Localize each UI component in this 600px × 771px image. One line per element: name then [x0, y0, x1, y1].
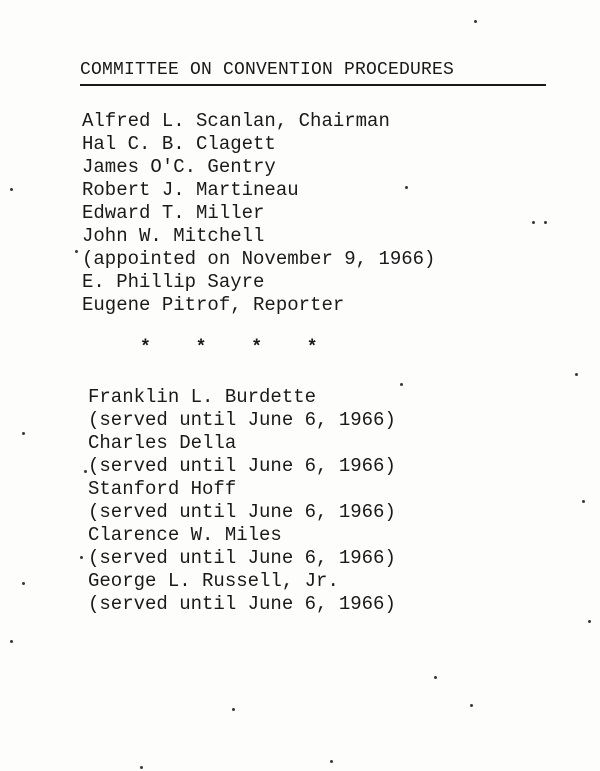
former-member-line: Franklin L. Burdette — [88, 386, 317, 408]
scan-speck — [75, 250, 78, 253]
scan-speck — [400, 383, 403, 386]
scan-speck — [10, 188, 13, 191]
former-member-line: Stanford Hoff — [88, 478, 237, 500]
scan-speck — [470, 704, 473, 707]
scan-speck — [232, 708, 235, 711]
member-line: Edward T. Miller — [82, 202, 265, 224]
member-line: Alfred L. Scanlan, Chairman — [82, 110, 390, 132]
scan-speck — [330, 760, 333, 763]
committee-title: COMMITTEE ON CONVENTION PROCEDURES — [80, 60, 455, 80]
scan-speck — [405, 186, 408, 189]
member-note: (appointed on November 9, 1966) — [82, 248, 436, 270]
member-line: James O'C. Gentry — [82, 156, 276, 178]
member-line: Robert J. Martineau — [82, 179, 299, 201]
scan-speck — [140, 766, 143, 769]
scan-speck — [544, 221, 547, 224]
scan-speck — [434, 676, 437, 679]
scan-speck — [10, 640, 13, 643]
scan-speck — [80, 556, 83, 559]
scan-speck — [575, 373, 578, 376]
member-line: E. Phillip Sayre — [82, 271, 265, 293]
title-underline — [80, 84, 546, 86]
former-member-note: (served until June 6, 1966) — [88, 501, 396, 523]
member-line: John W. Mitchell — [82, 225, 265, 247]
scan-speck — [22, 432, 25, 435]
former-member-line: Charles Della — [88, 432, 237, 454]
scan-speck — [588, 620, 591, 623]
members-list — [82, 110, 435, 317]
former-member-note: (served until June 6, 1966) — [88, 593, 396, 615]
scan-speck — [582, 500, 585, 503]
former-member-note: (served until June 6, 1966) — [88, 409, 396, 431]
former-member-note: (served until June 6, 1966) — [88, 547, 396, 569]
scan-speck — [532, 221, 535, 224]
scan-speck — [22, 582, 25, 585]
member-line: Hal C. B. Clagett — [82, 133, 276, 155]
former-members-list — [88, 386, 396, 616]
member-line: Eugene Pitrof, Reporter — [82, 294, 345, 316]
scan-speck — [474, 20, 477, 23]
former-member-note: (served until June 6, 1966) — [88, 455, 396, 477]
section-separator: * * * * — [140, 338, 318, 358]
former-member-line: Clarence W. Miles — [88, 524, 282, 546]
scan-speck — [84, 470, 87, 473]
former-member-line: George L. Russell, Jr. — [88, 570, 339, 592]
